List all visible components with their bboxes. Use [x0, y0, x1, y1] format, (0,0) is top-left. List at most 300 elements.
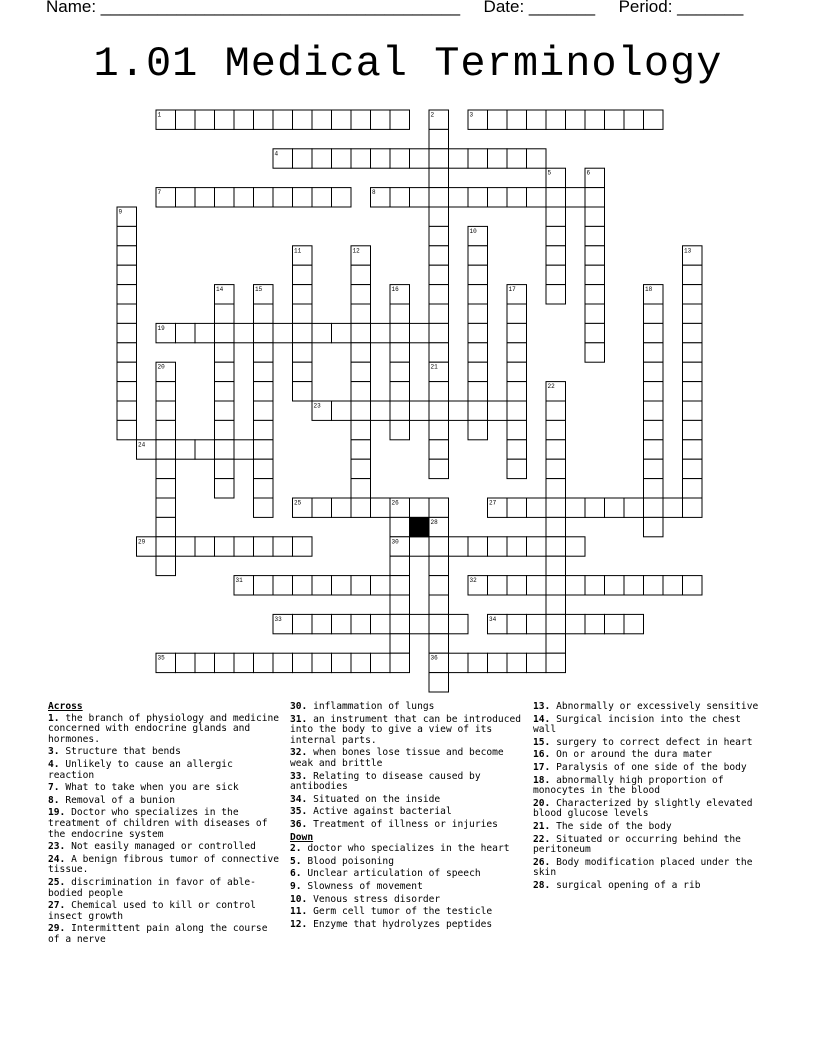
grid-cell[interactable] [507, 498, 527, 517]
grid-cell[interactable] [507, 149, 527, 168]
grid-cell[interactable] [351, 653, 371, 672]
grid-cell[interactable] [312, 614, 332, 633]
grid-cell[interactable] [332, 653, 352, 672]
grid-cell[interactable] [644, 459, 664, 478]
grid-cell[interactable] [468, 653, 488, 672]
grid-cell[interactable] [429, 420, 449, 439]
grid-cell[interactable] [644, 343, 664, 362]
grid-cell[interactable] [351, 362, 371, 381]
grid-cell[interactable] [468, 362, 488, 381]
grid-cell[interactable] [390, 110, 410, 129]
grid-cell[interactable] [683, 498, 703, 517]
grid-cell[interactable] [254, 401, 274, 420]
grid-cell[interactable] [195, 323, 215, 342]
grid-cell[interactable] [351, 382, 371, 401]
grid-cell[interactable] [546, 595, 566, 614]
grid-cell[interactable] [332, 576, 352, 595]
grid-cell[interactable] [273, 537, 293, 556]
grid-cell[interactable] [663, 498, 683, 517]
grid-cell[interactable] [566, 498, 586, 517]
grid-cell[interactable] [156, 556, 176, 575]
grid-cell[interactable] [507, 110, 527, 129]
grid-cell[interactable] [429, 323, 449, 342]
grid-cell[interactable] [429, 498, 449, 517]
grid-cell[interactable] [156, 401, 176, 420]
grid-cell[interactable] [429, 440, 449, 459]
grid-cell[interactable] [468, 382, 488, 401]
grid-cell[interactable] [234, 323, 254, 342]
grid-cell[interactable] [429, 576, 449, 595]
grid-cell[interactable] [566, 188, 586, 207]
grid-cell[interactable] [215, 537, 235, 556]
grid-cell[interactable] [332, 498, 352, 517]
grid-cell[interactable] [449, 614, 469, 633]
grid-cell[interactable] [585, 343, 605, 362]
grid-cell[interactable] [644, 323, 664, 342]
grid-cell[interactable] [410, 498, 430, 517]
grid-cell[interactable] [546, 246, 566, 265]
grid-cell[interactable] [351, 285, 371, 304]
grid-cell[interactable] [156, 517, 176, 536]
grid-cell[interactable] [312, 498, 332, 517]
grid-cell[interactable] [507, 362, 527, 381]
grid-cell[interactable] [332, 149, 352, 168]
grid-cell[interactable] [312, 576, 332, 595]
grid-cell[interactable] [195, 110, 215, 129]
grid-cell[interactable] [468, 188, 488, 207]
grid-cell[interactable] [683, 440, 703, 459]
grid-cell[interactable] [605, 498, 625, 517]
grid-cell[interactable] [371, 149, 391, 168]
grid-cell[interactable] [273, 576, 293, 595]
grid-cell[interactable] [488, 401, 508, 420]
grid-cell[interactable] [585, 110, 605, 129]
grid-cell[interactable] [254, 653, 274, 672]
grid-cell[interactable] [351, 576, 371, 595]
grid-cell[interactable] [351, 149, 371, 168]
grid-cell[interactable] [390, 149, 410, 168]
grid-cell[interactable] [546, 265, 566, 284]
grid-cell[interactable] [507, 420, 527, 439]
grid-cell[interactable] [254, 440, 274, 459]
grid-cell[interactable] [273, 653, 293, 672]
grid-cell[interactable] [546, 401, 566, 420]
grid-cell[interactable] [663, 576, 683, 595]
grid-cell[interactable] [429, 634, 449, 653]
grid-cell[interactable] [215, 343, 235, 362]
grid-cell[interactable] [410, 149, 430, 168]
grid-cell[interactable] [390, 653, 410, 672]
grid-cell[interactable] [566, 110, 586, 129]
grid-cell[interactable] [585, 188, 605, 207]
grid-cell[interactable] [117, 362, 137, 381]
grid-cell[interactable] [293, 653, 313, 672]
grid-cell[interactable] [176, 323, 196, 342]
grid-cell[interactable] [117, 246, 137, 265]
grid-cell[interactable] [624, 614, 644, 633]
grid-cell[interactable] [527, 653, 547, 672]
grid-cell[interactable] [371, 110, 391, 129]
grid-cell[interactable] [644, 420, 664, 439]
grid-cell[interactable] [215, 420, 235, 439]
grid-cell[interactable] [429, 382, 449, 401]
grid-cell[interactable] [312, 653, 332, 672]
grid-cell[interactable] [410, 537, 430, 556]
grid-cell[interactable] [176, 110, 196, 129]
grid-cell[interactable] [293, 188, 313, 207]
grid-cell[interactable] [254, 479, 274, 498]
grid-cell[interactable] [644, 110, 664, 129]
grid-cell[interactable] [176, 653, 196, 672]
grid-cell[interactable] [566, 614, 586, 633]
grid-cell[interactable] [644, 440, 664, 459]
grid-cell[interactable] [546, 634, 566, 653]
grid-cell[interactable] [527, 110, 547, 129]
grid-cell[interactable] [390, 304, 410, 323]
grid-cell[interactable] [683, 343, 703, 362]
grid-cell[interactable] [390, 343, 410, 362]
grid-cell[interactable] [371, 401, 391, 420]
grid-cell[interactable] [624, 498, 644, 517]
grid-cell[interactable] [293, 110, 313, 129]
grid-cell[interactable] [117, 343, 137, 362]
grid-cell[interactable] [644, 479, 664, 498]
grid-cell[interactable] [273, 323, 293, 342]
grid-cell[interactable] [449, 149, 469, 168]
grid-cell[interactable] [468, 323, 488, 342]
grid-cell[interactable] [215, 401, 235, 420]
grid-cell[interactable] [644, 304, 664, 323]
grid-cell[interactable] [332, 188, 352, 207]
grid-cell[interactable] [644, 576, 664, 595]
grid-cell[interactable] [215, 382, 235, 401]
grid-cell[interactable] [507, 382, 527, 401]
grid-cell[interactable] [644, 401, 664, 420]
grid-cell[interactable] [176, 188, 196, 207]
grid-cell[interactable] [410, 188, 430, 207]
grid-cell[interactable] [546, 440, 566, 459]
grid-cell[interactable] [546, 556, 566, 575]
grid-cell[interactable] [683, 420, 703, 439]
grid-cell[interactable] [429, 246, 449, 265]
grid-cell[interactable] [468, 285, 488, 304]
grid-cell[interactable] [429, 614, 449, 633]
grid-cell[interactable] [254, 382, 274, 401]
grid-cell[interactable] [566, 576, 586, 595]
grid-cell[interactable] [371, 614, 391, 633]
grid-cell[interactable] [156, 498, 176, 517]
grid-cell[interactable] [488, 149, 508, 168]
grid-cell[interactable] [683, 285, 703, 304]
grid-cell[interactable] [156, 440, 176, 459]
grid-cell[interactable] [234, 537, 254, 556]
grid-cell[interactable] [351, 265, 371, 284]
grid-cell[interactable] [624, 110, 644, 129]
grid-cell[interactable] [351, 479, 371, 498]
grid-cell[interactable] [312, 188, 332, 207]
grid-cell[interactable] [527, 614, 547, 633]
grid-cell[interactable] [195, 537, 215, 556]
grid-cell[interactable] [429, 537, 449, 556]
grid-cell[interactable] [449, 537, 469, 556]
grid-cell[interactable] [410, 323, 430, 342]
grid-cell[interactable] [371, 576, 391, 595]
grid-cell[interactable] [488, 110, 508, 129]
grid-cell[interactable] [234, 440, 254, 459]
grid-cell[interactable] [429, 265, 449, 284]
grid-cell[interactable] [644, 498, 664, 517]
grid-cell[interactable] [605, 110, 625, 129]
grid-cell[interactable] [488, 653, 508, 672]
grid-cell[interactable] [468, 265, 488, 284]
grid-cell[interactable] [156, 479, 176, 498]
grid-cell[interactable] [371, 498, 391, 517]
grid-cell[interactable] [351, 440, 371, 459]
grid-cell[interactable] [546, 537, 566, 556]
grid-cell[interactable] [585, 226, 605, 245]
grid-cell[interactable] [429, 459, 449, 478]
grid-cell[interactable] [585, 323, 605, 342]
grid-cell[interactable] [273, 188, 293, 207]
grid-cell[interactable] [585, 304, 605, 323]
grid-cell[interactable] [117, 401, 137, 420]
grid-cell[interactable] [449, 401, 469, 420]
grid-cell[interactable] [585, 246, 605, 265]
grid-cell[interactable] [468, 537, 488, 556]
grid-cell[interactable] [527, 537, 547, 556]
grid-cell[interactable] [117, 323, 137, 342]
grid-cell[interactable] [215, 304, 235, 323]
grid-cell[interactable] [507, 576, 527, 595]
grid-cell[interactable] [390, 382, 410, 401]
grid-cell[interactable] [351, 323, 371, 342]
grid-cell[interactable] [546, 576, 566, 595]
grid-cell[interactable] [293, 576, 313, 595]
grid-cell[interactable] [449, 188, 469, 207]
grid-cell[interactable] [156, 537, 176, 556]
grid-cell[interactable] [546, 653, 566, 672]
grid-cell[interactable] [254, 498, 274, 517]
grid-cell[interactable] [390, 323, 410, 342]
date-field[interactable]: Date: _______ [483, 0, 596, 16]
grid-cell[interactable] [176, 537, 196, 556]
grid-cell[interactable] [351, 304, 371, 323]
grid-cell[interactable] [293, 323, 313, 342]
grid-cell[interactable] [390, 188, 410, 207]
grid-cell[interactable] [117, 226, 137, 245]
grid-cell[interactable] [215, 323, 235, 342]
grid-cell[interactable] [585, 576, 605, 595]
grid-cell[interactable] [468, 246, 488, 265]
grid-cell[interactable] [254, 459, 274, 478]
grid-cell[interactable] [585, 207, 605, 226]
grid-cell[interactable] [351, 459, 371, 478]
grid-cell[interactable] [429, 129, 449, 148]
grid-cell[interactable] [507, 343, 527, 362]
grid-cell[interactable] [332, 110, 352, 129]
grid-cell[interactable] [351, 498, 371, 517]
grid-cell[interactable] [527, 149, 547, 168]
grid-cell[interactable] [429, 343, 449, 362]
grid-cell[interactable] [390, 517, 410, 536]
grid-cell[interactable] [546, 110, 566, 129]
grid-cell[interactable] [449, 653, 469, 672]
grid-cell[interactable] [390, 576, 410, 595]
grid-cell[interactable] [254, 343, 274, 362]
grid-cell[interactable] [254, 323, 274, 342]
grid-cell[interactable] [585, 614, 605, 633]
grid-cell[interactable] [390, 634, 410, 653]
grid-cell[interactable] [332, 323, 352, 342]
grid-cell[interactable] [390, 420, 410, 439]
grid-cell[interactable] [195, 188, 215, 207]
grid-cell[interactable] [605, 576, 625, 595]
grid-cell[interactable] [312, 149, 332, 168]
grid-cell[interactable] [390, 556, 410, 575]
grid-cell[interactable] [546, 188, 566, 207]
grid-cell[interactable] [546, 498, 566, 517]
grid-cell[interactable] [117, 304, 137, 323]
grid-cell[interactable] [254, 576, 274, 595]
grid-cell[interactable] [683, 382, 703, 401]
grid-cell[interactable] [117, 285, 137, 304]
grid-cell[interactable] [215, 459, 235, 478]
grid-cell[interactable] [351, 343, 371, 362]
grid-cell[interactable] [527, 576, 547, 595]
grid-cell[interactable] [683, 401, 703, 420]
grid-cell[interactable] [293, 382, 313, 401]
grid-cell[interactable] [488, 576, 508, 595]
grid-cell[interactable] [429, 401, 449, 420]
grid-cell[interactable] [176, 440, 196, 459]
grid-cell[interactable] [429, 149, 449, 168]
grid-cell[interactable] [117, 382, 137, 401]
grid-cell[interactable] [371, 653, 391, 672]
grid-cell[interactable] [351, 614, 371, 633]
grid-cell[interactable] [507, 537, 527, 556]
grid-cell[interactable] [429, 207, 449, 226]
grid-cell[interactable] [254, 537, 274, 556]
grid-cell[interactable] [429, 188, 449, 207]
grid-cell[interactable] [234, 110, 254, 129]
grid-cell[interactable] [546, 420, 566, 439]
grid-cell[interactable] [293, 304, 313, 323]
grid-cell[interactable] [644, 382, 664, 401]
grid-cell[interactable] [390, 401, 410, 420]
grid-cell[interactable] [507, 459, 527, 478]
grid-cell[interactable] [683, 459, 703, 478]
grid-cell[interactable] [215, 479, 235, 498]
grid-cell[interactable] [273, 110, 293, 129]
grid-cell[interactable] [215, 110, 235, 129]
grid-cell[interactable] [585, 265, 605, 284]
grid-cell[interactable] [410, 614, 430, 633]
grid-cell[interactable] [195, 440, 215, 459]
grid-cell[interactable] [117, 265, 137, 284]
grid-cell[interactable] [117, 420, 137, 439]
grid-cell[interactable] [683, 304, 703, 323]
grid-cell[interactable] [429, 304, 449, 323]
grid-cell[interactable] [351, 110, 371, 129]
grid-cell[interactable] [546, 517, 566, 536]
grid-cell[interactable] [410, 401, 430, 420]
grid-cell[interactable] [312, 110, 332, 129]
grid-cell[interactable] [293, 149, 313, 168]
grid-cell[interactable] [507, 323, 527, 342]
grid-cell[interactable] [468, 401, 488, 420]
grid-cell[interactable] [546, 479, 566, 498]
grid-cell[interactable] [156, 459, 176, 478]
period-field[interactable]: Period: _______ [618, 0, 744, 16]
grid-cell[interactable] [527, 188, 547, 207]
grid-cell[interactable] [507, 614, 527, 633]
grid-cell[interactable] [254, 304, 274, 323]
grid-cell[interactable] [156, 382, 176, 401]
grid-cell[interactable] [468, 304, 488, 323]
grid-cell[interactable] [468, 149, 488, 168]
grid-cell[interactable] [351, 420, 371, 439]
grid-cell[interactable] [507, 440, 527, 459]
name-field[interactable]: Name: ______________________________________ [46, 0, 461, 16]
grid-cell[interactable] [195, 653, 215, 672]
grid-cell[interactable] [312, 323, 332, 342]
grid-cell[interactable] [351, 401, 371, 420]
grid-cell[interactable] [683, 323, 703, 342]
grid-cell[interactable] [507, 304, 527, 323]
grid-cell[interactable] [429, 226, 449, 245]
grid-cell[interactable] [546, 226, 566, 245]
grid-cell[interactable] [468, 420, 488, 439]
grid-cell[interactable] [390, 614, 410, 633]
grid-cell[interactable] [371, 323, 391, 342]
grid-cell[interactable] [546, 459, 566, 478]
grid-cell[interactable] [254, 188, 274, 207]
grid-cell[interactable] [507, 653, 527, 672]
grid-cell[interactable] [332, 614, 352, 633]
grid-cell[interactable] [429, 556, 449, 575]
grid-cell[interactable] [605, 614, 625, 633]
grid-cell[interactable] [546, 614, 566, 633]
grid-cell[interactable] [546, 285, 566, 304]
grid-cell[interactable] [234, 188, 254, 207]
grid-cell[interactable] [624, 576, 644, 595]
grid-cell[interactable] [507, 188, 527, 207]
grid-cell[interactable] [332, 401, 352, 420]
grid-cell[interactable] [683, 362, 703, 381]
grid-cell[interactable] [293, 614, 313, 633]
grid-cell[interactable] [683, 479, 703, 498]
grid-cell[interactable] [429, 168, 449, 187]
grid-cell[interactable] [215, 362, 235, 381]
grid-cell[interactable] [293, 265, 313, 284]
grid-cell[interactable] [215, 653, 235, 672]
grid-cell[interactable] [234, 653, 254, 672]
grid-cell[interactable] [585, 285, 605, 304]
grid-cell[interactable] [156, 420, 176, 439]
grid-cell[interactable] [644, 362, 664, 381]
grid-cell[interactable] [644, 517, 664, 536]
grid-cell[interactable] [468, 343, 488, 362]
grid-cell[interactable] [390, 362, 410, 381]
grid-cell[interactable] [215, 188, 235, 207]
grid-cell[interactable] [683, 576, 703, 595]
grid-cell[interactable] [254, 420, 274, 439]
grid-cell[interactable] [527, 498, 547, 517]
grid-cell[interactable] [429, 673, 449, 692]
grid-cell[interactable] [293, 537, 313, 556]
grid-cell[interactable] [215, 440, 235, 459]
grid-cell[interactable] [488, 537, 508, 556]
